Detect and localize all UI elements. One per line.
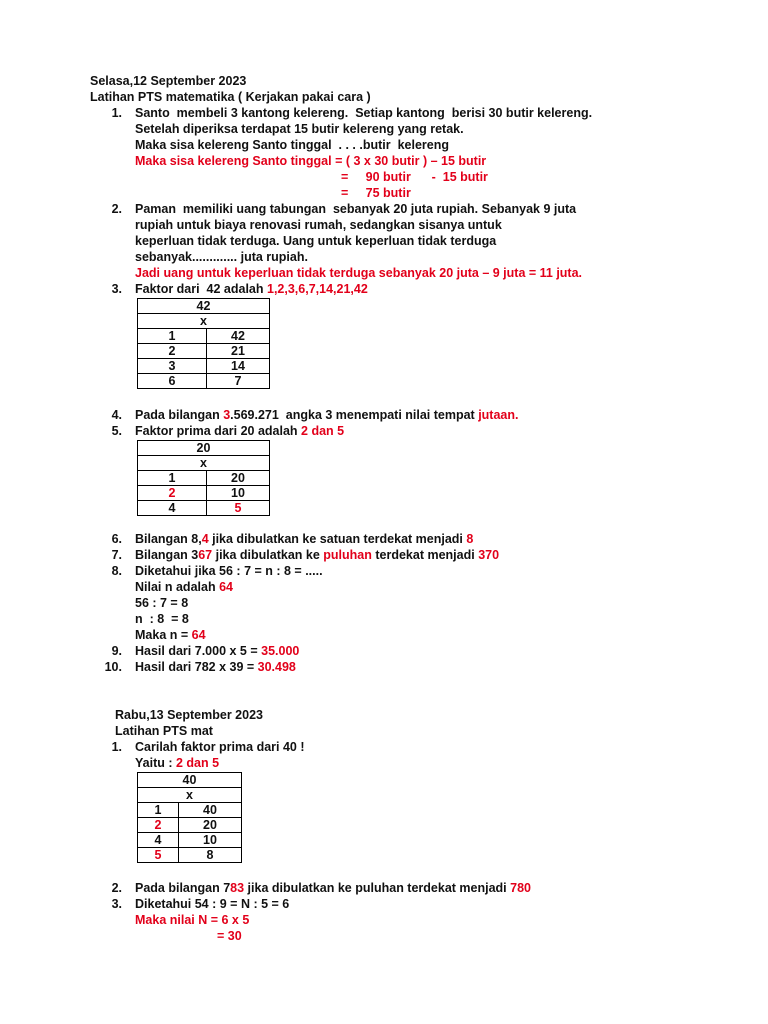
q8-line4: n : 8 = 8 [135, 612, 189, 626]
question-number: 3. [111, 897, 122, 911]
question-number: 6. [111, 532, 122, 546]
q2-line3: keperluan tidak terduga. Uang untuk keperluan tidak terduga [135, 234, 497, 248]
table-operator: x [138, 314, 270, 329]
d2-q2-line: Pada bilangan 783 jika dibulatkan ke puluhan terdekat menjadi 780 [135, 881, 531, 895]
q1-line2: Setelah diperiksa terdapat 15 butir kelereng yang retak. [135, 122, 464, 136]
question-number: 2. [111, 202, 122, 216]
d2-q1-answer: 2 dan 5 [175, 756, 220, 770]
q10-line: Hasil dari 782 x 39 = 30.498 [135, 660, 296, 674]
question-number: 8. [111, 564, 122, 578]
d2-q1-line1: Carilah faktor prima dari 40 ! [135, 740, 305, 754]
question-number: 5. [111, 424, 122, 438]
table-row: 3 14 [138, 359, 270, 374]
table-head: 42 [138, 299, 270, 314]
title-day1: Latihan PTS matematika ( Kerjakan pakai cara ) [90, 90, 371, 104]
q8-line2: Nilai n adalah 64 [135, 580, 233, 594]
table-row: 1 20 [138, 471, 270, 486]
q7-line: Bilangan 367 jika dibulatkan ke puluhan terdekat menjadi 370 [135, 548, 500, 562]
table-row: 1 40 [138, 803, 242, 818]
question-number: 4. [111, 408, 122, 422]
table-operator: x [138, 456, 270, 471]
q9-line: Hasil dari 7.000 x 5 = 35.000 [135, 644, 300, 658]
table-row: 2 20 [138, 818, 242, 833]
table-operator: x [138, 788, 242, 803]
question-number: 9. [111, 644, 122, 658]
question-number: 3. [111, 282, 122, 296]
question-number: 1. [111, 740, 122, 754]
question-number: 2. [111, 881, 122, 895]
date-day2: Rabu,13 September 2023 [115, 708, 263, 722]
q1-answer-line1: Maka sisa kelereng Santo tinggal = ( 3 x 30 butir ) – 15 butir [135, 154, 487, 168]
q2-line4: sebanyak............. juta rupiah. [135, 250, 308, 264]
d2-q3-answer-line2: = 30 [217, 929, 242, 943]
table-row: 6 7 [138, 374, 270, 389]
factor-table-20 [137, 440, 270, 516]
q2-line2: rupiah untuk biaya renovasi rumah, sedangkan sisanya untuk [135, 218, 502, 232]
title-day2: Latihan PTS mat [115, 724, 213, 738]
q2-answer: Jadi uang untuk keperluan tidak terduga sebanyak 20 juta – 9 juta = 11 juta. [135, 266, 583, 280]
table-row: 2 10 [138, 486, 270, 501]
table-head: 40 [138, 773, 242, 788]
d2-q3-line1: Diketahui 54 : 9 = N : 5 = 6 [135, 897, 290, 911]
q8-line1: Diketahui jika 56 : 7 = n : 8 = ..... [135, 564, 323, 578]
q2-line1: Paman memiliki uang tabungan sebanyak 20 juta rupiah. Sebanyak 9 juta [135, 202, 577, 216]
q6-line: Bilangan 8,4 jika dibulatkan ke satuan terdekat menjadi 8 [135, 532, 474, 546]
question-number: 10. [104, 660, 122, 674]
q9-answer: 35.000 [261, 644, 300, 658]
q10-answer: 30.498 [257, 660, 296, 674]
q4-answer: jutaan. [478, 408, 519, 422]
q6-answer: 8 [466, 532, 474, 546]
factor-table-40 [137, 772, 242, 863]
d2-q3-answer-line1: Maka nilai N = 6 x 5 [135, 913, 250, 927]
table-head: 20 [138, 441, 270, 456]
q1-line1: Santo membeli 3 kantong kelereng. Setiap kantong berisi 30 butir kelereng. [135, 106, 593, 120]
d2-q1-line2: Yaitu : 2 dan 5 [135, 756, 220, 770]
q8-line5: Maka n = 64 [135, 628, 206, 642]
table-row: 4 5 [138, 501, 270, 516]
d2-q2-answer: 780 [510, 881, 531, 895]
table-row: 5 8 [138, 848, 242, 863]
q8-line3: 56 : 7 = 8 [135, 596, 189, 610]
question-number: 7. [111, 548, 122, 562]
q1-answer-line2: = 90 butir - 15 butir [341, 170, 488, 184]
date-day1: Selasa,12 September 2023 [90, 74, 247, 88]
q1-answer-line3: = 75 butir [341, 186, 411, 200]
q3-line: Faktor dari 42 adalah 1,2,3,6,7,14,21,42 [135, 282, 368, 296]
q4-line: Pada bilangan 3.569.271 angka 3 menempati nilai tempat jutaan. [135, 408, 519, 422]
factor-table-42 [137, 298, 270, 389]
table-row: 4 10 [138, 833, 242, 848]
q3-answer: 1,2,3,6,7,14,21,42 [267, 282, 368, 296]
q7-answer: 370 [478, 548, 500, 562]
question-number: 1. [111, 106, 122, 120]
q5-answer: 2 dan 5 [301, 424, 345, 438]
q1-line3: Maka sisa kelereng Santo tinggal . . . .butir kelereng [135, 138, 449, 152]
q5-line: Faktor prima dari 20 adalah 2 dan 5 [135, 424, 345, 438]
table-row: 1 42 [138, 329, 270, 344]
table-row: 2 21 [138, 344, 270, 359]
